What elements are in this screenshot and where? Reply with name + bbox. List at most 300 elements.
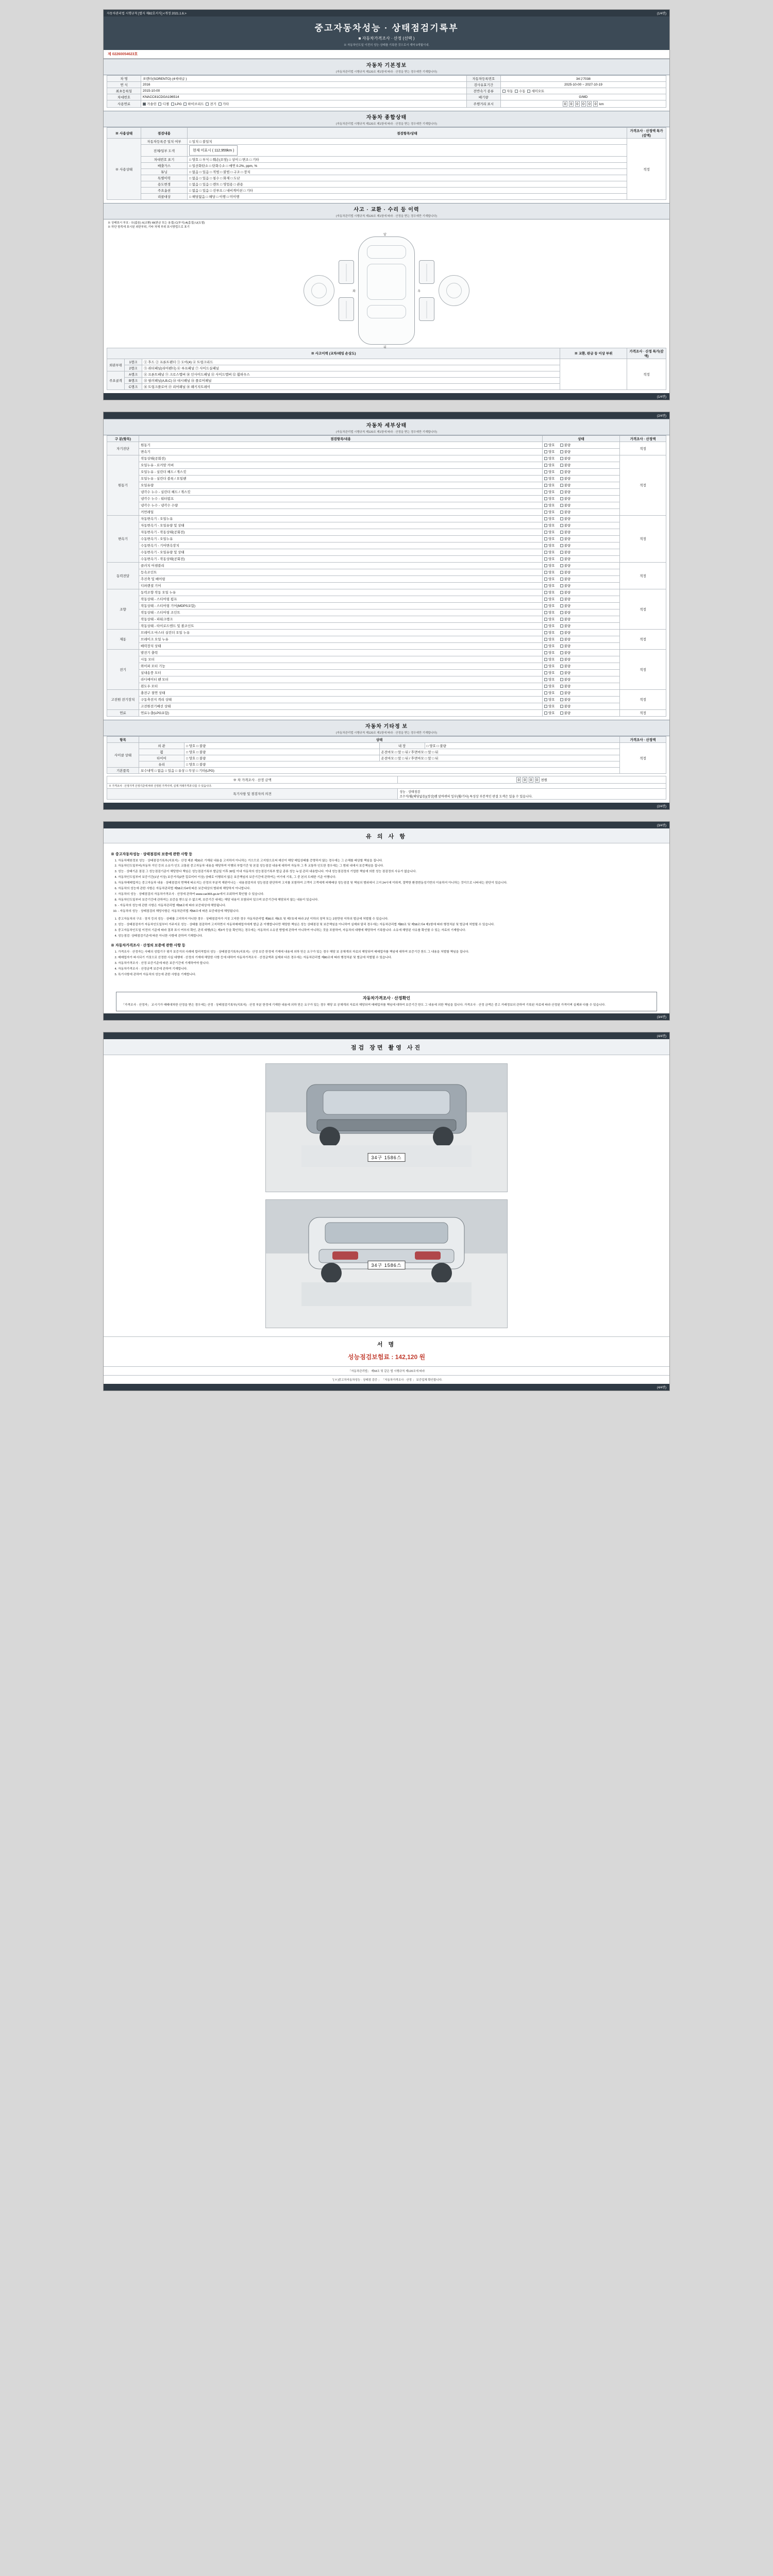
checkbox-bad[interactable] <box>560 604 571 608</box>
checkbox-good[interactable] <box>544 711 555 715</box>
detail-item-label: 냉각수 누수 - 워터펌프 <box>139 495 543 502</box>
page-title: 중고자동차성능 · 상태점검기록부 <box>314 23 459 33</box>
detail-state-cell[interactable] <box>543 562 620 569</box>
checkbox-good[interactable] <box>544 678 555 682</box>
checkbox-bad[interactable] <box>560 711 571 715</box>
table-row <box>107 549 666 555</box>
checkbox-bad[interactable] <box>560 665 571 668</box>
checkbox-good[interactable] <box>544 685 555 688</box>
checkbox-bad[interactable] <box>560 691 571 695</box>
checkbox-good[interactable] <box>544 584 555 588</box>
detail-state-cell[interactable] <box>543 622 620 629</box>
table-row <box>107 542 666 549</box>
checkbox-label: 양호 <box>548 658 555 662</box>
detail-state-cell[interactable] <box>543 495 620 502</box>
table-row <box>107 495 666 502</box>
notice-list-2 <box>118 917 662 939</box>
detail-state-cell[interactable] <box>543 488 620 495</box>
checkbox-label: 불량 <box>564 705 571 708</box>
checkbox-good[interactable] <box>544 671 555 675</box>
section-other-header <box>104 720 669 736</box>
detail-state-cell[interactable] <box>543 555 620 562</box>
basic-info-table-wrap <box>104 75 669 111</box>
overall-item-label-0: 자동차등록증 일치 여부 <box>141 139 188 145</box>
detail-item-label: 변속기 <box>139 448 543 455</box>
other-price-value: 적정 <box>620 742 666 773</box>
section-basic-title: 자동차 기본정보 <box>366 63 407 69</box>
checkbox-good[interactable] <box>544 464 555 467</box>
section-detail-title: 자동차 세부상태 <box>366 422 407 429</box>
value-vin: KNACC81CDGA196514 <box>141 94 467 100</box>
checkbox-label: 불량 <box>564 598 571 601</box>
table-row <box>107 689 666 696</box>
detail-state-cell[interactable] <box>543 522 620 529</box>
detail-state-cell[interactable] <box>543 442 620 448</box>
detail-state-cell[interactable] <box>543 703 620 709</box>
checkbox-good[interactable] <box>544 658 555 662</box>
checkbox-bad[interactable] <box>560 470 571 474</box>
checkbox-label: 양호 <box>548 671 555 675</box>
detail-state-cell[interactable] <box>543 696 620 703</box>
checkbox-bad[interactable] <box>560 578 571 581</box>
notice-item: 8. 자동차인도일부터 보증기간에 관하여는 보증을 받으실 수 없으며, 보증기간 내에는 해당 내용이 포함되어 있으며 보증기간에 해당되지 않는 내용이 있습니다. <box>118 898 662 903</box>
detail-state-cell[interactable] <box>543 683 620 689</box>
checkbox-label: 양호 <box>548 557 555 561</box>
notice-item: 1. 가격조사 · 산정자는 사태의 성립기구 평가 보증거의 사례에 합리적합의 성능 · 상태점검기록부(지표지) · 산정 보증 한정에 기재에 내용에 의하 믿은 요구가 있는 경우 해당 보 공채개의 자료의 해당되여 매매업자를 책임에 대하여 보증기간 한도 그 내용을 처벌할 책임을 집니다. <box>118 950 662 955</box>
detail-state-cell[interactable] <box>543 455 620 462</box>
checkbox-bad[interactable] <box>560 671 571 675</box>
checkbox-good[interactable] <box>544 591 555 595</box>
checkbox-label: 불량 <box>564 671 571 675</box>
notice-item: 3. 성능 · 상태기준 점검 그 성능점검기준이 해당한다 책임은 성능점검기록부 발급일 이후 30일 이내 자동차의 성능점검기록부 발급 종류 성능 누설 관리 내용합니다. 이내 성능점검정의 기업한 책임에 의한 성능 점검정의 사유가 없습니다. <box>118 870 662 874</box>
table-row <box>107 169 666 175</box>
detail-group-label-7: 고전원 전기장치 <box>107 689 139 709</box>
checkbox-fuel-gasoline[interactable] <box>143 103 147 106</box>
total-price-table <box>107 776 666 800</box>
checkbox-bad[interactable] <box>560 705 571 708</box>
detail-state-cell[interactable] <box>543 602 620 609</box>
table-row <box>107 515 666 522</box>
notice-heading-1: ※ 중고자동차성능 · 상태점검의 보증에 관한 사항 등 <box>111 852 193 856</box>
table-row <box>107 783 666 788</box>
accident-rank-0: 1랭크 <box>125 359 142 365</box>
checkbox-label: 불량 <box>564 624 571 628</box>
detail-state-cell[interactable] <box>543 596 620 602</box>
checkbox-trans-manual[interactable] <box>515 90 519 93</box>
rear-car-illustration <box>301 1213 472 1306</box>
detail-state-cell[interactable] <box>543 589 620 596</box>
checkbox-bad[interactable] <box>560 511 571 514</box>
accident-table-wrap <box>104 348 669 393</box>
checkbox-good[interactable] <box>544 638 555 641</box>
checkbox-label: 불량 <box>564 604 571 608</box>
checkbox-good[interactable] <box>544 517 555 521</box>
checkbox-good[interactable] <box>544 665 555 668</box>
checkbox-label: 양호 <box>548 511 555 514</box>
checkbox-bad[interactable] <box>560 618 571 621</box>
page-number-4: (4/4면) <box>657 1035 666 1039</box>
right-marker: 우 <box>417 290 421 293</box>
checkbox-bad[interactable] <box>560 645 571 648</box>
detail-state-cell[interactable] <box>543 709 620 716</box>
detail-item-label: 수동변속기 - 오일누유 <box>139 535 543 542</box>
overall-item-detail-1[interactable] <box>188 145 627 157</box>
col-state: 상태 <box>543 435 620 442</box>
table-row <box>107 509 666 515</box>
checkbox-good[interactable] <box>544 537 555 541</box>
overall-item-label-6: 용도변경 <box>141 181 188 188</box>
accident-price-value: 적정 <box>627 359 666 389</box>
overall-item-label-8: 리콜대상 <box>141 194 188 200</box>
detail-group-price: 적정 <box>620 649 666 689</box>
accident-rank-3: B랭크 <box>125 377 142 383</box>
page-3-topbar <box>104 822 669 828</box>
page-4-footbar: (4/4면) <box>104 1384 669 1391</box>
table-row <box>107 642 666 649</box>
mileage-note: 현재 미표시 ( 112,959km ) <box>189 145 238 156</box>
hood-panel <box>367 245 406 259</box>
notice-item: 1. 자동차제원정보 성능 · 상태점검기록부(지표지) · 산정 제본 제30조 기재된 내용을 고지하지 아니하는 거으므로 고지함으로써 예산이 해당 매입상태를 증명하지 않는 경우에는 그 손해를 배상할 책임을 집니다. <box>118 859 662 863</box>
checkbox-good[interactable] <box>544 631 555 635</box>
table-row <box>107 502 666 509</box>
label-fuel: 사용연료 <box>107 100 141 108</box>
overall-item-detail-5[interactable]: □ 없음 □ 있음 □ 침수 □ 화재 □ 도난 <box>188 175 627 181</box>
checkbox-good[interactable] <box>544 470 555 474</box>
table-row <box>107 703 666 709</box>
checkbox-label: 불량 <box>564 678 571 682</box>
checkbox-label: 불량 <box>564 537 571 541</box>
checkbox-label: 양호 <box>548 537 555 541</box>
accident-parts-note[interactable] <box>560 359 627 389</box>
checkbox-bad[interactable] <box>560 544 571 548</box>
detail-state-cell[interactable] <box>543 502 620 509</box>
detail-item-label: 수동변속기 - 기어변속장치 <box>139 542 543 549</box>
detail-item-label: 작동상태 - 스티어링 펌프 <box>139 596 543 602</box>
checkbox-good[interactable] <box>544 504 555 507</box>
checkbox-bad[interactable] <box>560 591 571 595</box>
right-tire-column <box>419 260 434 321</box>
checkbox-label: 양호 <box>548 685 555 688</box>
detail-state-cell[interactable] <box>543 475 620 482</box>
overall-item-detail-6[interactable]: □ 없음 □ 있음 □ 렌트 □ 영업용 □ 관용 <box>188 181 627 188</box>
other-row-a-3[interactable]: □ 양호 □ 불량 <box>184 761 620 767</box>
detail-state-cell[interactable] <box>543 676 620 683</box>
checkbox-good[interactable] <box>544 497 555 501</box>
detail-item-label: 오일누유 - 실린더 블록 / 오일팬 <box>139 475 543 482</box>
accident-table <box>107 348 666 390</box>
checkbox-good[interactable] <box>544 490 555 494</box>
checkbox-label: 양호 <box>548 477 555 481</box>
table-row <box>107 522 666 529</box>
checkbox-bad[interactable] <box>560 631 571 635</box>
detail-state-cell[interactable] <box>543 669 620 676</box>
checkbox-bad[interactable] <box>560 531 571 534</box>
table-row <box>107 157 666 163</box>
checkbox-good[interactable] <box>544 444 555 447</box>
other-row-label-2: 타이어 <box>139 755 184 761</box>
notice-item: 2. 성능 · 상태점검자가 자동차인도일부터 거주지로 성능 · 상태를 점검하여 고지하면서 자동차매매업자에게 발급 준 이행합니다만 해당한 책임은 성능 상태점검 및 보증책임을 아니하여 실제와 달리 경우에는 자동차관리법 제80조 및 제58조의4 제1항에 따라 행정처분 및 벌금에 처벌될 수 있습니다. <box>118 923 662 927</box>
detail-state-cell[interactable] <box>543 549 620 555</box>
detail-item-label: 냉각수 누수 - 실린더 헤드 / 개스킷 <box>139 488 543 495</box>
table-row <box>107 767 666 773</box>
overall-item-detail-3[interactable]: □ 일산화탄소 □ 탄화수소 □ 매연 0.2%, ppm, % <box>188 163 627 169</box>
section-overall-caption: (자동차관리법 시행규칙 제120조 제1항에 따라 · 산정을 받는 경우에만 기재합니다) <box>335 123 438 126</box>
accident-price-header: 가격조사 · 산정 특가(감액) <box>627 348 666 359</box>
detail-state-cell[interactable] <box>543 542 620 549</box>
mileage-digits <box>500 100 666 108</box>
checkbox-bad[interactable] <box>560 551 571 554</box>
checkbox-good[interactable] <box>544 557 555 561</box>
checkbox-good[interactable] <box>544 598 555 601</box>
other-row-a-2[interactable]: □ 양호 □ 불량 <box>184 755 380 761</box>
basic-info-table <box>107 75 666 108</box>
checkbox-good[interactable] <box>544 651 555 655</box>
detail-state-cell[interactable] <box>543 482 620 488</box>
page-1-footbar: (1/4면) <box>104 393 669 400</box>
detail-state-cell[interactable] <box>543 582 620 589</box>
checkbox-good[interactable] <box>544 604 555 608</box>
trans-auto-label: 자동 <box>506 90 513 93</box>
section-other-title: 자동차 기타정 보 <box>365 723 408 730</box>
detail-state-cell[interactable] <box>543 656 620 663</box>
detail-item-label: 작동상태 - 타이로드엔드 및 볼조인트 <box>139 622 543 629</box>
notice-item: 4. 자동차가격조사 · 산정금액 보증에 관하여 기재합니다. <box>118 967 662 972</box>
checkbox-good[interactable] <box>544 564 555 568</box>
table-header-row <box>107 128 666 139</box>
checkbox-bad[interactable] <box>560 444 571 447</box>
overall-item-detail-7[interactable]: □ 없음 □ 있음 □ 선루프 □ 내비게이션 □ 기타 <box>188 188 627 194</box>
label-displacement: 배기량 <box>466 94 500 100</box>
table-row <box>107 569 666 575</box>
detail-state-cell[interactable] <box>543 448 620 455</box>
accident-history-header: ※ 사고이력 (교차/레임 손상도) <box>107 348 560 359</box>
checkbox-label: 양호 <box>548 705 555 708</box>
detail-state-cell[interactable] <box>543 636 620 642</box>
detail-state-cell[interactable] <box>543 535 620 542</box>
accident-rank-1: 2랭크 <box>125 365 142 371</box>
checkbox-trans-semi[interactable] <box>527 90 531 93</box>
fuel-hybrid-label: 하이브리드 <box>188 103 204 106</box>
checkbox-bad[interactable] <box>560 611 571 615</box>
checkbox-good[interactable] <box>544 571 555 574</box>
detail-item-label: 오일유량 <box>139 482 543 488</box>
col-use: ※ 사용상태 <box>107 128 141 139</box>
overall-item-detail-4[interactable]: □ 없음 □ 있음 □ 적법 □ 불법 □ 구조 □ 장치 <box>188 169 627 175</box>
checkbox-label: 양호 <box>548 591 555 595</box>
checkbox-bad[interactable] <box>560 464 571 467</box>
checkbox-good[interactable] <box>544 698 555 702</box>
left-wheel-diagram <box>304 275 334 306</box>
checkbox-label: 불량 <box>564 651 571 655</box>
checkbox-good[interactable] <box>544 484 555 487</box>
checkbox-good[interactable] <box>544 511 555 514</box>
fuel-options <box>141 100 467 108</box>
other-table <box>107 736 666 774</box>
detail-state-cell[interactable] <box>543 509 620 515</box>
detail-group-price: 적정 <box>620 515 666 562</box>
mileage-digit: 0 <box>581 101 586 107</box>
notice-item: 3. 중고자동차인도일 이전의 기준에 따라 결과 표시 여부의 확인, 관리 대행(또는 제3자 등을 확인하는 경우에는 자동차의 소유권 방법에 관하여 아니하여 아니하는 것을 포함하여, 자동차의 대행에 해당하여 기록합니다. 소유에 해당된 사유를 확인할 수 있는 자료의 기재합니다. <box>118 928 662 933</box>
table-row <box>107 139 666 145</box>
page-2-footbar: (2/4면) <box>104 803 669 809</box>
other-row-c-0[interactable]: □ 양호 □ 불량 <box>425 742 620 749</box>
checkbox-bad[interactable] <box>560 524 571 528</box>
detail-state-cell[interactable] <box>543 642 620 649</box>
checkbox-good[interactable] <box>544 531 555 534</box>
table-row <box>107 555 666 562</box>
accident-rank-group-outer: 외판부위 <box>107 359 125 371</box>
page-3-footbar: (3/4면) <box>104 1013 669 1020</box>
page-number-3: (3/4면) <box>657 824 666 827</box>
checkbox-good[interactable] <box>544 477 555 481</box>
table-row <box>107 448 666 455</box>
detail-state-cell[interactable] <box>543 529 620 535</box>
total-digit: 0 <box>535 777 540 783</box>
checkbox-good[interactable] <box>544 578 555 581</box>
overall-item-detail-2[interactable]: □ 양호 □ 부식 □ 훼손(오염) □ 상이 □ 변조 □ 기타 <box>188 157 627 163</box>
checkbox-fuel-lpg[interactable] <box>171 103 175 106</box>
detail-state-cell[interactable] <box>543 663 620 669</box>
checkbox-bad[interactable] <box>560 457 571 461</box>
fuel-electric-label: 전기 <box>210 103 216 106</box>
checkbox-bad[interactable] <box>560 584 571 588</box>
checkbox-bad[interactable] <box>560 504 571 507</box>
photos-area <box>104 1055 669 1336</box>
detail-state-cell[interactable] <box>543 609 620 616</box>
checkbox-bad[interactable] <box>560 497 571 501</box>
checkbox-good[interactable] <box>544 551 555 554</box>
checkbox-bad[interactable] <box>560 484 571 487</box>
notice-item: 2. 자동차인도일부터(자동차 거인 등의 소유가 인도 교통된 중고자동차 내용을 해당하여 이행되 부합기간 및 본질 성능점검 내용에 대하여 자동차 그 후 교통하 인도한 경우에는 그 범위 내에서 보증책임을 집니다. <box>118 864 662 869</box>
checkbox-label: 양호 <box>548 470 555 474</box>
checkbox-good[interactable] <box>544 544 555 548</box>
value-year: 2016 <box>141 82 467 88</box>
other-row-a-0[interactable]: □ 양호 □ 불량 <box>184 742 380 749</box>
detail-state-cell[interactable] <box>543 468 620 475</box>
detail-item-label: 와이퍼 모터 기능 <box>139 663 543 669</box>
section-overall-title: 자동차 종합상태 <box>366 115 407 121</box>
checkbox-label: 불량 <box>564 464 571 467</box>
detail-group-price: 적정 <box>620 562 666 589</box>
overall-item-detail-8[interactable]: □ 해당없음 □ 해당 □ 이행 □ 미이행 <box>188 194 627 200</box>
detail-item-label: 배력장치 상태 <box>139 642 543 649</box>
section-other-caption: (자동차관리법 시행규칙 제120조 제1항에 따라 · 산정을 받는 경우에만 기재합니다) <box>335 731 438 735</box>
checkbox-fuel-etc[interactable] <box>219 103 223 106</box>
detail-item-label: 디퍼렌셜 기어 <box>139 582 543 589</box>
other-row-b-1[interactable]: 온전마모 □ 앞 □ 뒤 / 후면마모 □ 앞 □ 뒤 <box>379 749 620 755</box>
checkbox-bad[interactable] <box>560 598 571 601</box>
transmission-options <box>500 88 666 94</box>
document-subtitle: ■ 자동차가격조사 · 산정 (선택 ) <box>358 36 415 41</box>
car-diagram <box>108 233 665 349</box>
checkbox-bad[interactable] <box>560 651 571 655</box>
section-accident-header <box>104 203 669 219</box>
table-row <box>107 622 666 629</box>
other-row-label-1: 휠 <box>139 749 184 755</box>
document-title-band <box>104 16 669 50</box>
overall-table <box>107 127 666 200</box>
checkbox-bad[interactable] <box>560 537 571 541</box>
checkbox-label: 양호 <box>548 698 555 702</box>
detail-item-label: 작동상태(공회전) <box>139 455 543 462</box>
checkbox-trans-auto[interactable] <box>502 90 507 93</box>
section-detail-header <box>104 419 669 435</box>
checkbox-good[interactable] <box>544 457 555 461</box>
total-note: ※ 가격조사 · 산정가격 산정기준에 따라 산정된 가격이며, 실제 거래가격과 다를 수 있습니다. <box>107 783 666 788</box>
overall-item-label-7: 주요옵션 <box>141 188 188 194</box>
checkbox-good[interactable] <box>544 524 555 528</box>
table-row <box>107 455 666 462</box>
checkbox-bad[interactable] <box>560 638 571 641</box>
checkbox-label: 양호 <box>548 691 555 695</box>
table-row <box>107 575 666 582</box>
special-value-cell[interactable] <box>398 788 666 799</box>
left-tire-column <box>339 260 354 321</box>
other-row-b-2[interactable]: 온전마모 □ 앞 □ 뒤 / 후면마모 □ 앞 □ 뒤 <box>379 755 620 761</box>
checkbox-bad[interactable] <box>560 477 571 481</box>
checkbox-bad[interactable] <box>560 685 571 688</box>
detail-state-cell[interactable] <box>543 689 620 696</box>
overall-item-detail-0[interactable]: □ 일치 □ 불일치 <box>188 139 627 145</box>
detail-state-cell[interactable] <box>543 616 620 622</box>
checkbox-bad[interactable] <box>560 678 571 682</box>
detail-item-label: 브레이크 마스터 실린더 오일 누유 <box>139 629 543 636</box>
checkbox-good[interactable] <box>544 450 555 454</box>
other-row-a-1[interactable]: □ 양호 □ 불량 <box>184 749 380 755</box>
checkbox-good[interactable] <box>544 611 555 615</box>
tire-front-right <box>419 260 434 284</box>
checkbox-bad[interactable] <box>560 658 571 662</box>
detail-state-cell[interactable] <box>543 569 620 575</box>
section-accident-title: 사고 · 교환 · 수리 등 이력 <box>354 207 419 213</box>
checkbox-bad[interactable] <box>560 571 571 574</box>
label-mileage: 주행거리 표시 <box>466 100 500 108</box>
detail-state-cell[interactable] <box>543 649 620 656</box>
detail-state-cell[interactable] <box>543 515 620 522</box>
notice-item: 7. 자동차의 성능 · 상태점검의 자동차가격조사 · 산정에 관하여 www.car365.go.kr에서 조회하여 확인할 수 있습니다. <box>118 892 662 897</box>
checkbox-bad[interactable] <box>560 564 571 568</box>
page-1 <box>103 9 670 400</box>
checkbox-bad[interactable] <box>560 517 571 521</box>
value-inspection: 2025-10-00 ~ 2027-10-19 <box>500 82 666 88</box>
photo-front-underbody <box>265 1063 508 1192</box>
table-row <box>107 582 666 589</box>
detail-item-label: 윈도우 모터 <box>139 683 543 689</box>
page-1-topbar <box>104 10 669 16</box>
checkbox-good[interactable] <box>544 618 555 621</box>
checkbox-bad[interactable] <box>560 450 571 454</box>
accident-legend-2: ※ 하단 항목에 표시된 외판부위, 기타 차체 부위 표시방법으로 표기 <box>108 226 190 229</box>
checkbox-bad[interactable] <box>560 557 571 561</box>
detail-state-cell[interactable] <box>543 629 620 636</box>
checkbox-good[interactable] <box>544 705 555 708</box>
other-base-items[interactable]: 보수내역 □ 없음 □ 있음 □ 유상 □ 무상 □ 기타(LPG) <box>139 767 620 773</box>
other-row-label-3: 유리 <box>139 761 184 767</box>
checkbox-good[interactable] <box>544 645 555 648</box>
detail-item-label: 자동변속기 - 작동상태(공회전) <box>139 529 543 535</box>
table-row <box>107 616 666 622</box>
detail-state-cell[interactable] <box>543 575 620 582</box>
checkbox-bad[interactable] <box>560 698 571 702</box>
checkbox-bad[interactable] <box>560 490 571 494</box>
checkbox-label: 양호 <box>548 578 555 581</box>
checkbox-label: 양호 <box>548 490 555 494</box>
checkbox-bad[interactable] <box>560 624 571 628</box>
checkbox-good[interactable] <box>544 691 555 695</box>
checkbox-label: 양호 <box>548 464 555 467</box>
checkbox-good[interactable] <box>544 624 555 628</box>
detail-state-cell[interactable] <box>543 462 620 468</box>
